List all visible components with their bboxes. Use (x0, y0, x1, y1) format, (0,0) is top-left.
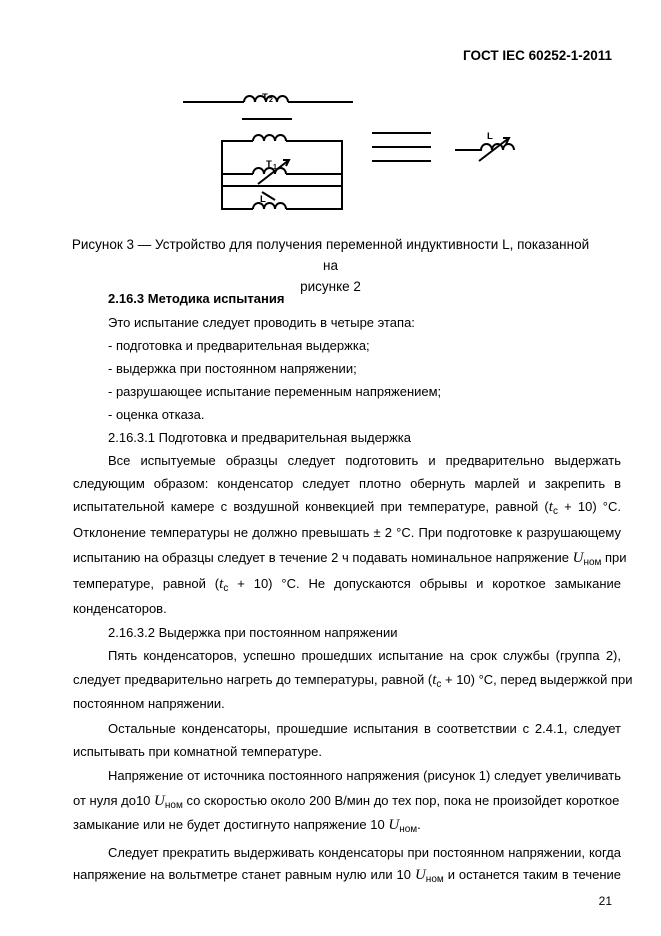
list-item: - выдержка при постоянном напряжении; (108, 361, 357, 376)
caption-line-2: рисунке 2 (300, 279, 361, 294)
paragraph-line: Следует прекратить выдерживать конденсаторы при постоянном напряжении, когда (108, 845, 621, 860)
paragraph-line: температуре, равной $(t_c + 10)$ °C. Не допускаются обрывы и короткое замыкание (73, 576, 621, 594)
paragraph-line: следует предварительно нагреть до температуры, равной $(t_c + 10)$ °C, перед выдержкой при (73, 672, 633, 690)
list-item: - подготовка и предварительная выдержка; (108, 338, 370, 353)
paragraph-line: замыкание или не будет достигнуто напряжение 10 $U_{ном}$. (73, 817, 421, 835)
l-circuit-label: L (260, 194, 266, 205)
paragraph-line: постоянном напряжении. (73, 696, 225, 711)
standard-header: ГОСТ IEC 60252-1-2011 (463, 48, 612, 63)
paragraph-line: конденсаторов. (73, 601, 167, 616)
paragraph-line: Напряжение от источника постоянного напряжения (рисунок 1) следует увеличивать (108, 768, 621, 783)
circuit-loop (222, 141, 342, 186)
l-symbol-label: L (487, 131, 493, 142)
variable-inductor-symbol (455, 144, 514, 150)
paragraph-line: испытанию на образцы следует в течение 2 ч подавать номинальное напряжение $U_{ном}$ при (73, 550, 627, 568)
subsection-title: 2.16.3.2 Выдержка при постоянном напряжении (108, 625, 398, 640)
subsection-title: 2.16.3.1 Подготовка и предварительная выдержка (108, 430, 412, 445)
figure-caption (70, 234, 591, 297)
t2-secondary-coil (253, 135, 286, 141)
t2-label-sub: 2 (269, 97, 273, 104)
section-title: 2.16.3 Методика испытания (108, 291, 285, 306)
paragraph-line: Пять конденсаторов, успешно прошедших испытание на срок службы (группа 2), (108, 648, 621, 663)
page-number: 21 (598, 894, 612, 908)
l-coil (253, 203, 286, 209)
section-intro: Это испытание следует проводить в четыре этапа: (108, 315, 415, 330)
paragraph-line: Отклонение температуры не должно превышать ± 2 °C. При подготовке к разрушающему (73, 525, 621, 540)
caption-line-1: Рисунок 3 — Устройство для получения переменной индуктивности L, показанной на (71, 237, 590, 273)
list-item: - разрушающее испытание переменным напряжением; (108, 384, 442, 399)
list-item: - оценка отказа. (108, 407, 205, 422)
paragraph-line: следующим образом: конденсатор следует плотно обернуть марлей и закрепить в (73, 476, 621, 491)
paragraph-line: Остальные конденсаторы, прошедшие испытания в соответствии с 2.4.1, следует (108, 721, 621, 736)
paragraph-line: испытывать при комнатной температуре. (73, 744, 322, 759)
paragraph-line: от нуля до10 $U_{ном}$ со скоростью около 200 В/мин до тех пор, пока не произойдет короткое (73, 793, 620, 811)
paragraph-line: испытательной камере с воздушной конвекцией при температуре, равной $(t_c + 10)$ °C. (73, 499, 621, 517)
paragraph-line: Все испытуемые образцы следует подготовить и предварительно выдержать (108, 453, 621, 468)
inductance-device-figure (0, 0, 661, 230)
t2-label: T (262, 92, 268, 103)
paragraph-line: напряжение на вольтметре станет равным нулю или 10 $U_{ном}$ и останется таким в течение (73, 867, 621, 885)
t1-label-sub: 1 (273, 164, 277, 171)
t1-label: T (266, 159, 272, 170)
